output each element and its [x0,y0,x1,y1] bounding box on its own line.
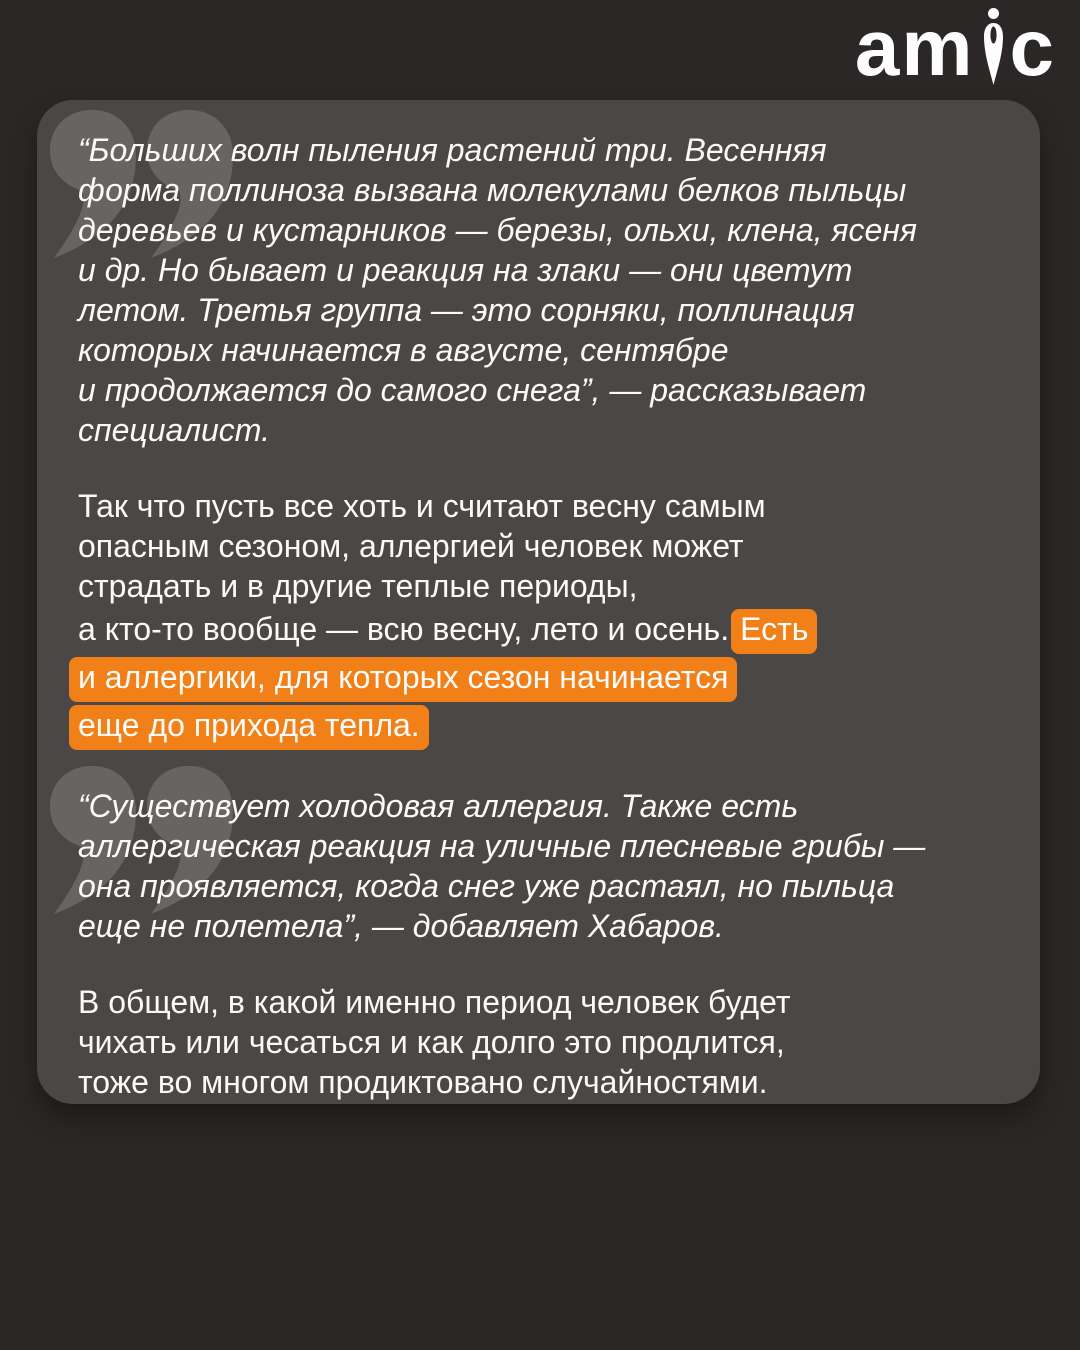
text-segment: чихать или чесаться и как долго это продлится, [78,1024,785,1060]
text-segment: еще не полетела”, — добавляет Хабаров. [78,908,724,944]
paragraph-block [78,486,1002,750]
text-line [78,654,1002,702]
text-line [78,290,1002,330]
text-line [78,866,1002,906]
highlighted-text: еще до прихода тепла. [69,705,429,750]
text-line [78,130,1002,170]
content-card [37,100,1040,1104]
text-segment: а кто-то вообще — всю весну, лето и осень. [78,611,730,647]
text-segment: специалист. [78,412,270,448]
quote-block [78,130,1002,450]
text-line [78,370,1002,410]
text-line [78,982,1002,1022]
text-line [78,566,1002,606]
text-line [78,330,1002,370]
text-segment: форма поллиноза вызвана молекулами белков пыльцы [78,172,907,208]
text-line [78,786,1002,826]
text-segment: “Больших волн пыления растений три. Весенняя [78,132,827,168]
logo-text-am: am [854,3,975,92]
needle-i-icon [982,8,1005,92]
text-segment: В общем, в какой именно период человек будет [78,984,791,1020]
logo-text-c: c [1009,3,1056,92]
text-line [78,1062,1002,1102]
highlighted-text: и аллергики, для которых сезон начинается [69,657,737,702]
text-line [78,606,1002,654]
text-line [78,210,1002,250]
text-line [78,702,1002,750]
quote-block [78,786,1002,946]
text-segment: “Существует холодовая аллергия. Также есть [78,788,799,824]
amic-logo [854,3,1056,92]
text-segment: аллергическая реакция на уличные плесневые грибы — [78,828,926,864]
text-segment: страдать и в другие теплые периоды, [78,568,638,604]
text-segment: деревьев и кустарников — березы, ольхи, клена, ясеня [78,212,917,248]
text-segment: которых начинается в августе, сентябре [78,332,729,368]
text-line [78,486,1002,526]
text-line [78,826,1002,866]
text-segment: летом. Третья группа — это сорняки, поллинация [78,292,855,328]
text-blocks [78,130,1002,1102]
text-line [78,170,1002,210]
text-segment: тоже во многом продиктовано случайностями. [78,1064,768,1100]
text-line [78,410,1002,450]
paragraph-block [78,982,1002,1102]
text-segment: и продолжается до самого снега”, — рассказывает [78,372,867,408]
text-segment: опасным сезоном, аллергией человек может [78,528,744,564]
text-segment: Так что пусть все хоть и считают весну самым [78,488,766,524]
text-line [78,1022,1002,1062]
text-line [78,906,1002,946]
text-line [78,526,1002,566]
text-line [78,250,1002,290]
highlighted-text: Есть [731,609,817,654]
text-segment: и др. Но бывает и реакция на злаки — они цветут [78,252,853,288]
text-segment: она проявляется, когда снег уже растаял, но пыльца [78,868,895,904]
